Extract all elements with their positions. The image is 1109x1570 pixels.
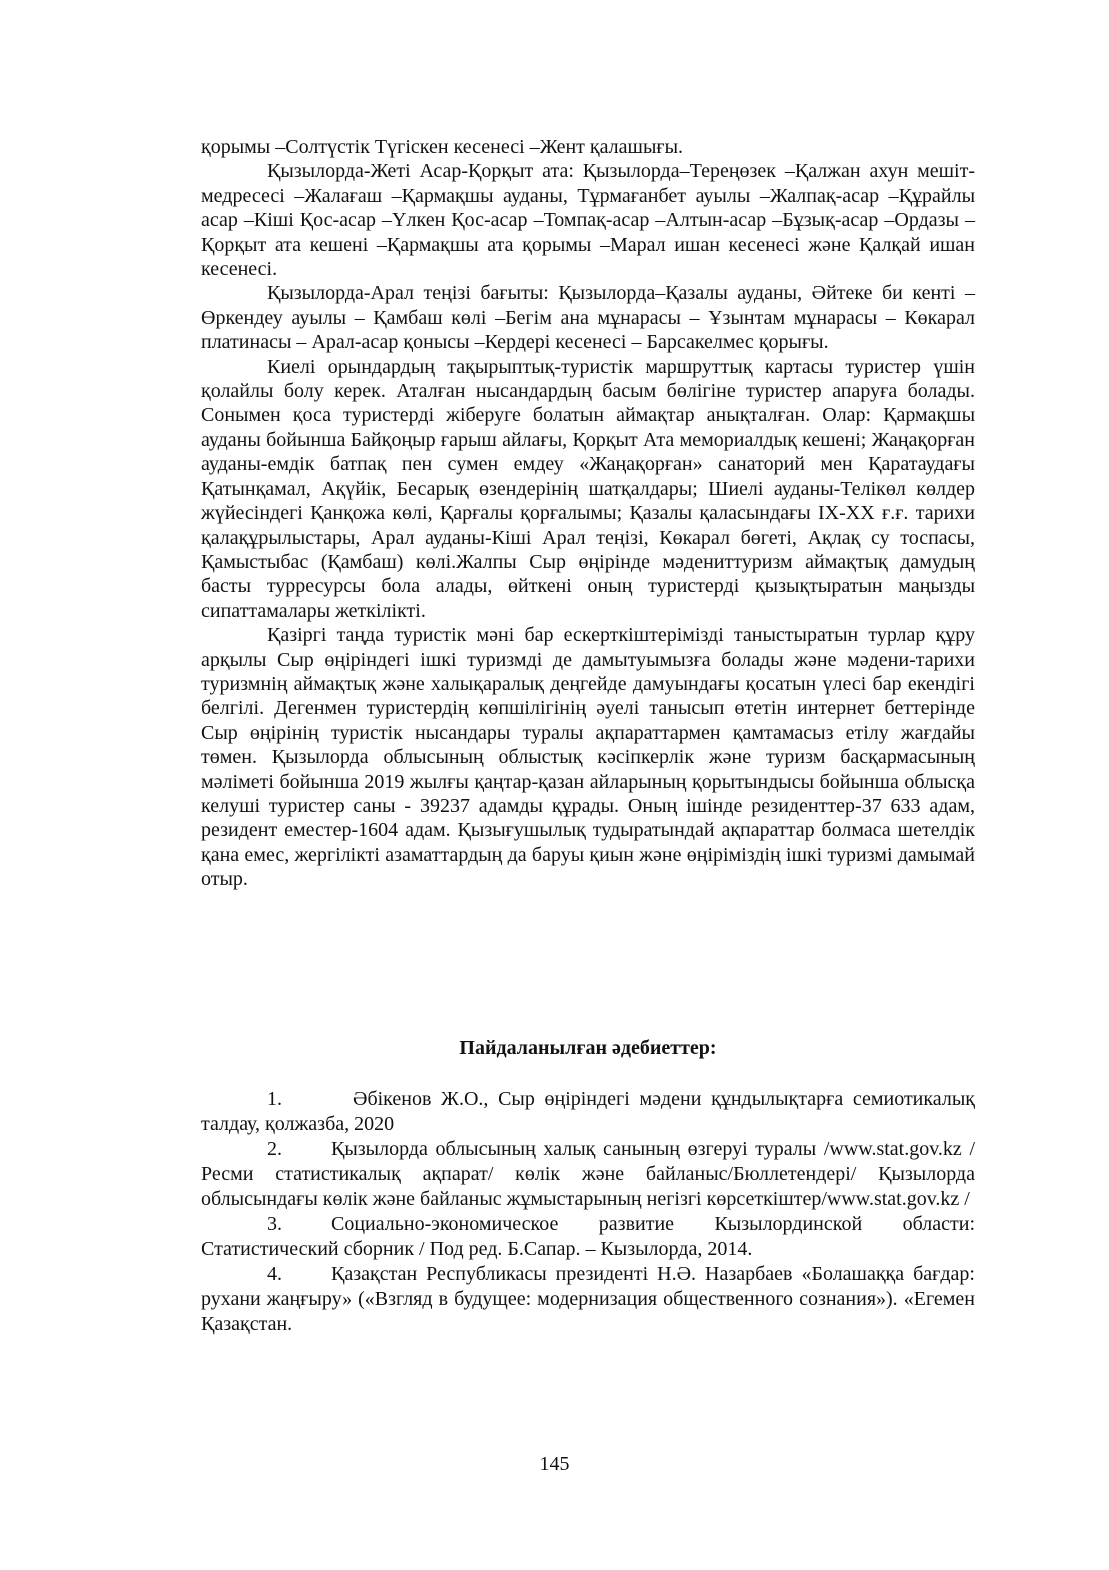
reference-item [201,1137,975,1212]
reference-number: 1. [267,1088,282,1110]
paragraph-sacred-places: Киелі орындардың тақырыптық-туристік маршруттық картасы туристер үшін қолайлы болу керек. Аталған нысандардың басым бөлігіне туристер апаруға болады. Сонымен қоса туристерді жіберуге болатын аймақтар анықталған. Олар: Қармақшы ауданы бойынша Байқоңыр ғарыш айлағы, Қорқыт Ата мемориалдық кешені; Жаңақорған ауданы-емдік батпақ пен сумен емдеу «Жаңақорған» санаторий мен Қаратаудағы Қатынқамал, Ақүйік, Бесарық өзендерінің шатқалдары; Шиелі ауданы-Телікөл көлдер жүйесіндегі Қанқожа көлі, Қарғалы қорғалымы; Қазалы қаласындағы IX-XX ғ.ғ. тарихи қалақұрылыстары, Арал ауданы-Кіші Арал теңізі, Көкарал бөгеті, Ақлақ су тоспасы, Қамыстыбас (Қамбаш) көлі.Жалпы Сыр өңірінде мәдениттуризм аймақтық дамудың басты турресурсы бола алады, өйткені оның туристерді қызықтыратын маңызды сипаттамалары жеткілікті. [201,355,975,622]
paragraph-continuation: қорымы –Солтүстік Түгіскен кесенесі –Жент қалашығы. [201,136,684,158]
paragraph-current-tourism: Қазіргі таңда туристік мәні бар ескерткіштерімізді таныстыратын турлар құру арқылы Сыр өңіріндегі ішкі туризмді де дамытуымызға болады және мәдени-тарихи туризмнің аймақтық және халықаралық деңгейде дамуындағы қосатын үлесі бар екендігі белгілі. Дегенмен туристердің көпшілігінің әуелі танысып өтетін интернет беттерінде Сыр өңірінің туристік нысандары туралы ақпараттармен қамтамасыз етілу жағдайы төмен. Қызылорда облысының облыстық кәсіпкерлік және туризм басқармасының мәліметі бойынша 2019 жылғы қаңтар-қазан айларының қорытындысы бойынша облысқа келуші туристер саны - 39237 адамды құрады. Оның ішінде резиденттер-37 633 адам, резидент еместер-1604 адам. Қызығушылық тудыратындай ақпараттар болмаса шетелдік қана емес, жергілікті азаматтардың да баруы қиын және өңіріміздің ішкі туризмі дамымай отыр. [201,624,975,891]
references-list [201,1087,975,1337]
body-text [201,135,975,892]
paragraph-route-aral: Қызылорда-Арал теңізі бағыты: Қызылорда–Қазалы ауданы, Әйтеке би кенті – Өркендеу ауылы – Қамбаш көлі –Бегім ана мұнарасы – Ұзынтам мұнарасы – Көкарал платинасы – Арал-асар қонысы –Кердері кесенесі – Барсакелмес қорығы. [201,282,975,354]
reference-text: Қазақстан Республикасы президенті Н.Ә. Назарбаев «Болашаққа бағдар: рухани жаңғыру» («Взгляд в будущее: модернизация общественного сознания»). «Егемен Қазақстан. [201,1263,975,1335]
page-number: 145 [539,1453,570,1475]
reference-text: Социально-экономическое развитие Кызылординской области: Статистический сборник / Под ред. Б.Сапар. – Кызылорда, 2014. [201,1213,975,1260]
reference-item [201,1087,975,1137]
reference-number: 2. [267,1138,282,1160]
reference-text: Әбікенов Ж.О., Сыр өңіріндегі мәдени құндылықтарға семиотикалық талдау, қолжазба, 2020 [201,1088,975,1135]
reference-number: 3. [267,1213,282,1235]
reference-text: Қызылорда облысының халық санының өзгеруі туралы /www.stat.gov.kz /Ресми статистикалық ақпарат/ көлік және байланыс/Бюллетендері/ Қызылорда облысындағы көлік және байланыс жұмыстарының негізгі көрсеткіштер/www.stat.gov.kz / [201,1138,975,1210]
reference-number: 4. [267,1263,282,1285]
reference-item [201,1262,975,1337]
reference-item [201,1212,975,1262]
references-heading: Пайдаланылған әдебиеттер: [459,1037,717,1059]
paragraph-route-zheti-asar: Қызылорда-Жеті Асар-Қорқыт ата: Қызылорда–Тереңөзек –Қалжан ахун мешіт-медресесі –Жалағаш –Қармақшы ауданы, Тұрмағанбет ауылы –Жалпақ-асар –Құрайлы асар –Кіші Қос-асар –Үлкен Қос-асар –Томпақ-асар –Алтын-асар –Бұзық-асар –Ордазы –Қорқыт ата кешені –Қармақшы ата қорымы –Марал ишан кесенесі және Қалқай ишан кесенесі. [201,160,975,281]
